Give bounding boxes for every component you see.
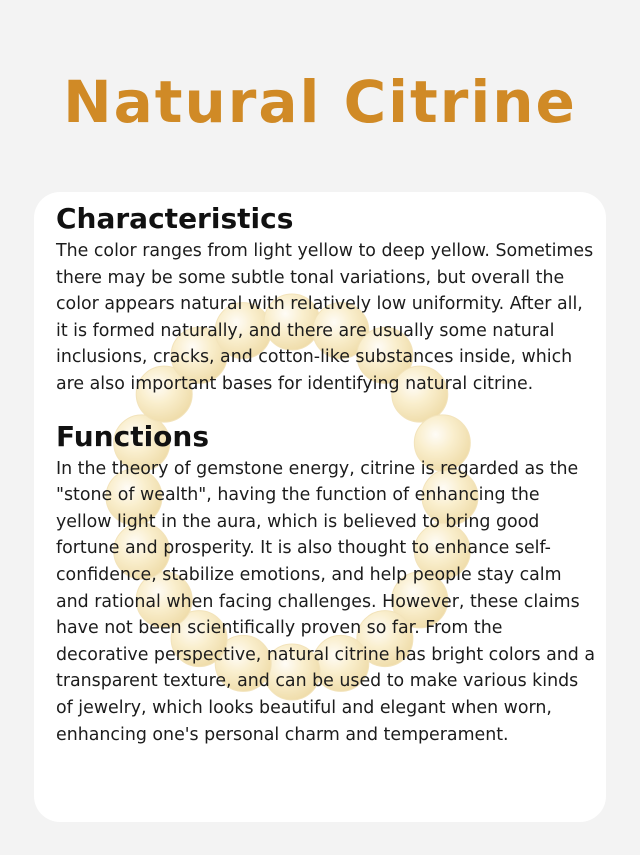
section-heading-functions: Functions bbox=[56, 419, 210, 453]
characteristics-text: The color ranges from light yellow to deep yellow. Sometimes there may be some subtle tonal variations, but overall the color appears natural with relatively low uniformity. After all, it is formed naturally, and there are usually some natural inclusions, cracks, and cotton-like substances inside, which are also important bases for identifying natural citrine. bbox=[56, 241, 594, 394]
section-heading-characteristics: Characteristics bbox=[56, 202, 294, 235]
functions-text: In the theory of gemstone energy, citrine is regarded as the "stone of wealth", having the function of enhancing the yellow light in the aura, which is believed to bring good fortune and prosperity. It is also thought to enhance self-confidence, stabilize emotions, and help people stay calm and rational when facing challenges. However, these claims have not been scientifically proven so far. From the decorative perspective, natural citrine has bright colors and a transparent texture, and can be used to make various kinds of jewelry, which looks beautiful and elegant when worn, enhancing one's personal charm and temperament. bbox=[56, 458, 595, 745]
content-card bbox=[34, 192, 606, 822]
page-title: Natural Citrine bbox=[63, 68, 577, 136]
